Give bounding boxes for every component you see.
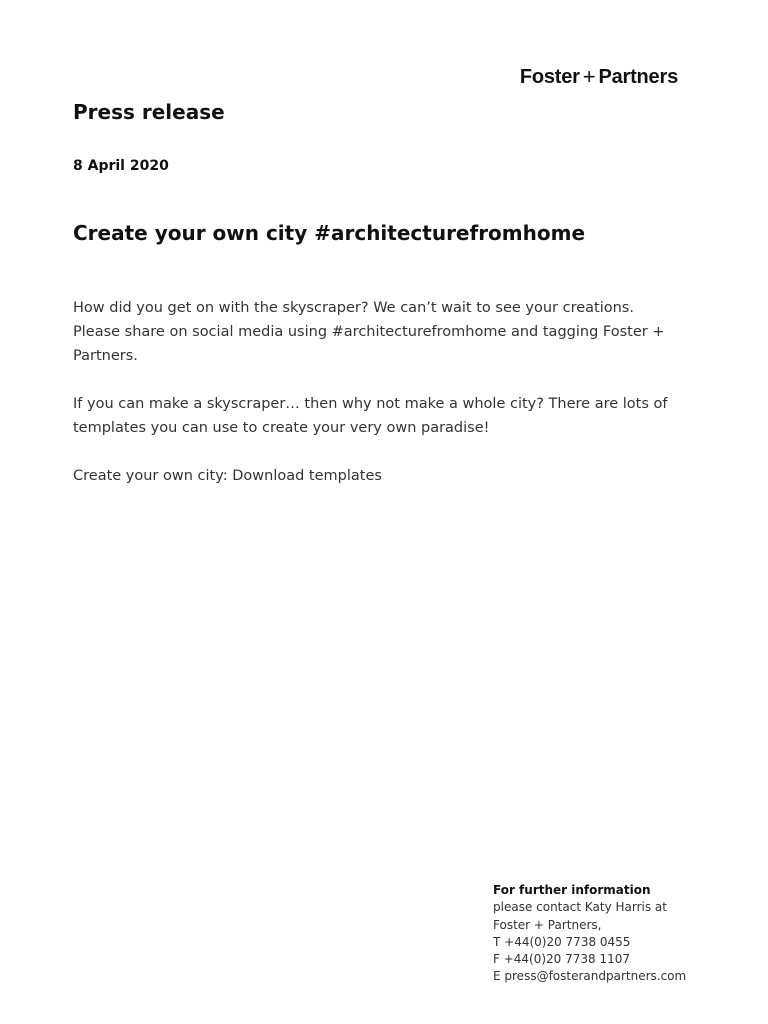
- headline: Create your own city #architecturefromhome: [73, 221, 586, 245]
- body-text: [73, 296, 683, 488]
- paragraph-skyscraper: How did you get on with the skyscraper? We can’t wait to see your creations. Please share on social media using #architecturefromhome and tagging Foster + Partners.: [73, 300, 665, 364]
- contact-email[interactable]: E press@fosterandpartners.com: [493, 969, 687, 984]
- logo-text-partners: Partners: [598, 65, 678, 88]
- paragraph-city: If you can make a skyscraper… then why not make a whole city? There are lots of templates you can use to create your very own paradise!: [73, 396, 668, 436]
- contact-line-1: please contact Katy Harris at: [493, 900, 667, 915]
- contact-phone: T +44(0)20 7738 0455: [493, 934, 631, 949]
- logo-text-foster: Foster: [519, 65, 580, 88]
- contact-block: [493, 882, 733, 986]
- download-templates-link[interactable]: Create your own city: Download templates: [73, 468, 382, 484]
- contact-fax: F +44(0)20 7738 1107: [493, 952, 631, 967]
- release-date: 8 April 2020: [73, 158, 169, 174]
- company-logo: [520, 64, 678, 90]
- logo-plus: +: [582, 64, 596, 89]
- contact-heading: For further information: [493, 883, 651, 897]
- contact-line-2: Foster + Partners,: [493, 917, 602, 932]
- press-release-title: Press release: [73, 100, 225, 124]
